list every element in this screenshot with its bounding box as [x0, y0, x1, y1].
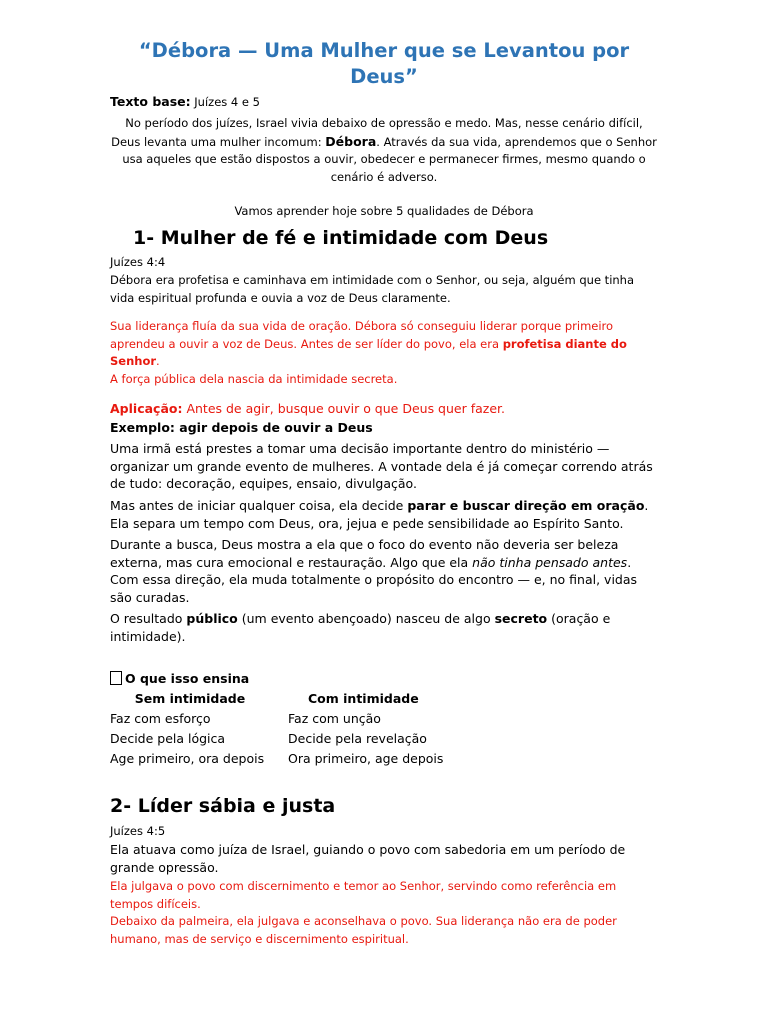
ex4-d: secreto	[494, 611, 548, 626]
ex2-before: Mas antes de iniciar qualquer coisa, ela decide	[110, 498, 408, 513]
table-cell: Age primeiro, ora depois	[110, 751, 265, 766]
texto-base-value: Juízes 4 e 5	[190, 95, 260, 109]
exemplo-paragraph-1: Uma irmã está prestes a tomar uma decisão importante dentro do ministério — organizar um grande evento de mulheres. A vontade dela é já começar correndo atrás de tudo: decoração, equipes, ensaio, divulgação.	[110, 441, 653, 491]
exemplo-paragraph-3	[110, 536, 658, 606]
table-cell: Faz com esforço	[110, 711, 211, 726]
aplicacao-text: Antes de agir, busque ouvir o que Deus quer fazer.	[182, 401, 505, 416]
section1-red-paragraph	[110, 318, 658, 371]
ex3-after: . Com essa direção, ela muda totalmente o propósito do encontro — e, no final, vidas são curadas.	[110, 554, 638, 605]
section1-text: Débora era profetisa e caminhava em intimidade com o Senhor, ou seja, alguém que tinha vida espiritual profunda e ouvia a voz de Deus claramente.	[110, 273, 635, 305]
table-cell: Ora primeiro, age depois	[288, 751, 444, 766]
section1-ref: Juízes 4:4	[110, 255, 166, 269]
intro-bold-debora: Débora	[325, 133, 377, 149]
ex2-after: . Ela separa um tempo com Deus, ora, jejua e pede sensibilidade ao Espírito Santo.	[110, 498, 649, 531]
table-cell: Faz com unção	[288, 711, 381, 726]
aplicacao-label: Aplicação:	[110, 401, 183, 416]
section2-text: Ela atuava como juíza de Israel, guiando o povo com sabedoria em um período de grande opressão.	[110, 842, 626, 875]
section1-red-line: A força pública dela nascia da intimidade secreta.	[110, 372, 398, 386]
document-title: “Débora — Uma Mulher que se Levantou por Deus”	[138, 39, 630, 88]
section2-heading: 2- Líder sábia e justa	[110, 795, 336, 817]
section2-red-1: Ela julgava o povo com discernimento e temor ao Senhor, servindo como referência em tempos difíceis.	[110, 879, 617, 911]
aplicacao	[110, 400, 658, 418]
subtitle: Vamos aprender hoje sobre 5 qualidades de Débora	[234, 204, 534, 218]
section1-red-after: .	[156, 354, 160, 368]
ex2-bold: parar e buscar direção em oração	[407, 498, 645, 513]
ex4-b: público	[186, 611, 238, 626]
ex4-a: O resultado	[110, 611, 187, 626]
ensina-heading	[110, 670, 658, 688]
section1-red-bold: profetisa diante do Senhor	[110, 336, 627, 368]
texto-base	[110, 93, 658, 112]
texto-base-label: Texto base:	[110, 94, 191, 109]
table-header-sem: Sem intimidade	[134, 691, 246, 706]
table-col-com-intimidade	[288, 689, 458, 769]
intro-paragraph	[110, 115, 658, 186]
ex4-c: (um evento abençoado) nasceu de algo	[237, 611, 495, 626]
section1-heading: 1- Mulher de fé e intimidade com Deus	[133, 227, 549, 249]
intro-text-after: . Através da sua vida, aprendemos que o Senhor usa aqueles que estão dispostos a ouvir, obedecer e permanecer firmes, mesmo quando o cenário é adverso.	[122, 134, 657, 184]
table-header-com: Com intimidade	[308, 691, 419, 706]
ex3-before: Durante a busca, Deus mostra a ela que o foco do evento não deveria ser beleza externa, mas cura emocional e restauração. Algo que ela	[110, 537, 619, 570]
checkbox-icon	[110, 671, 122, 685]
exemplo-heading: Exemplo: agir depois de ouvir a Deus	[110, 420, 373, 435]
section2-ref: Juízes 4:5	[110, 824, 166, 838]
table-cell: Decide pela lógica	[110, 731, 226, 746]
ex4-e: (oração e intimidade).	[110, 611, 611, 644]
table-col-sem-intimidade	[110, 689, 270, 769]
ensina-label: O que isso ensina	[125, 671, 250, 686]
exemplo-paragraph-2	[110, 497, 658, 532]
table-cell: Decide pela revelação	[288, 731, 427, 746]
intro-text-before: No período dos juízes, Israel vivia debaixo de opressão e medo. Mas, nesse cenário difícil, Deus levanta uma mulher incomum:	[111, 116, 643, 149]
ex3-italic: não tinha pensado antes	[472, 554, 628, 570]
section1-red-before: Sua liderança fluía da sua vida de oração. Débora só conseguiu liderar porque primeiro aprendeu a ouvir a voz de Deus. Antes de ser líder do povo, ela era	[110, 319, 614, 351]
exemplo-paragraph-4	[110, 610, 658, 645]
section2-red-2: Debaixo da palmeira, ela julgava e aconselhava o povo. Sua liderança não era de poder humano, mas de serviço e discernimento espiritual.	[110, 914, 617, 946]
